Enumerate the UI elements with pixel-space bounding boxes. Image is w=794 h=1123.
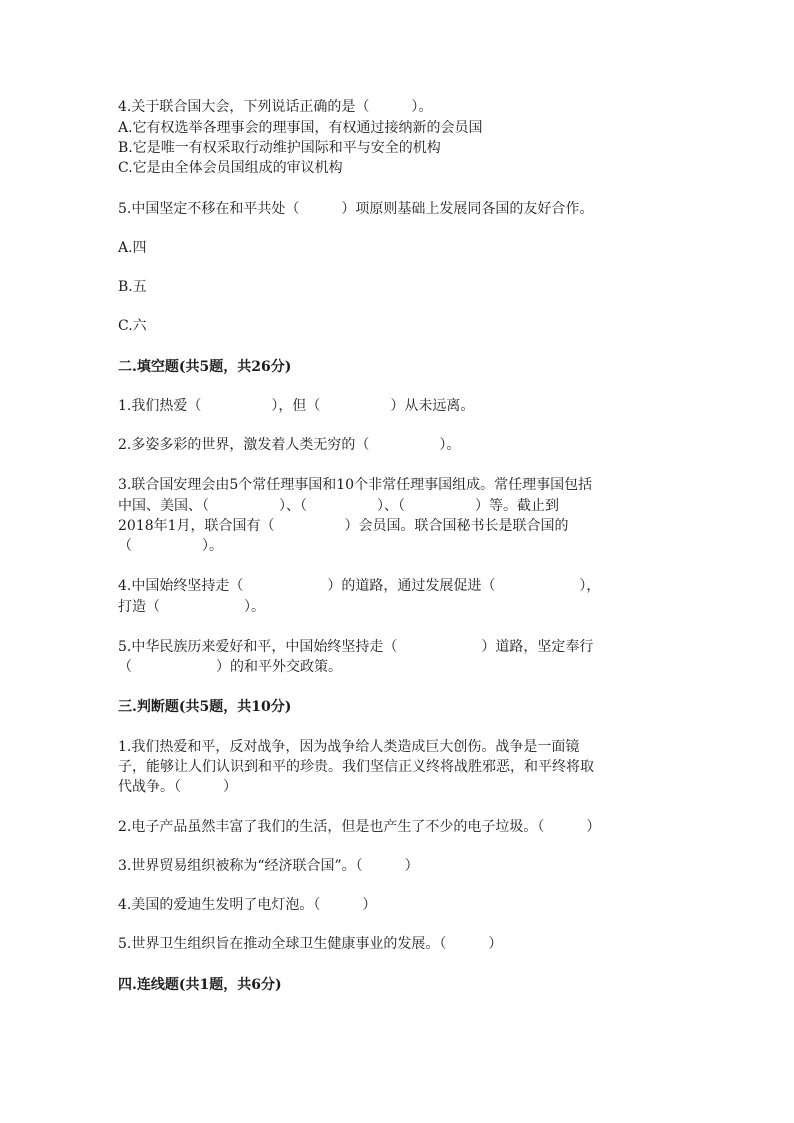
fill-q1: 1.我们热爱（ ），但（ ）从未远离。 xyxy=(118,398,475,414)
judge-q3: 3.世界贸易组织被称为“经济联合国”。（ ） xyxy=(118,858,419,874)
fill-q5-line1: 5.中华民族历来爱好和平，中国始终坚持走（ ）道路，坚定奉行 xyxy=(118,639,594,655)
mc-q4-option-c: C.它是由全体会员国组成的审议机构 xyxy=(118,160,343,176)
fill-q3-line2: 中国、美国、（ ）、（ ）、（ ）等。截止到 xyxy=(118,498,559,514)
mc-q5-option-c: C.六 xyxy=(118,318,147,334)
judge-section-heading: 三.判断题(共5题，共10分) xyxy=(118,699,292,715)
judge-q5: 5.世界卫生组织旨在推动全球卫生健康事业的发展。（ ） xyxy=(118,936,503,952)
judge-q1-line2: 子，能够让人们认识到和平的珍贵。我们坚信正义终将战胜邪恶，和平终将取 xyxy=(118,759,594,775)
mc-q4-option-a: A.它有权选举各理事会的理事国，有权通过接纳新的会员国 xyxy=(118,120,483,136)
fill-q5-line2: （ ）的和平外交政策。 xyxy=(118,659,342,675)
judge-q1-line3: 代战争。（ ） xyxy=(118,779,237,795)
mc-q5-stem: 5.中国坚定不移在和平共处（ ）项原则基础上发展同各国的友好合作。 xyxy=(118,201,594,217)
match-section-heading: 四.连线题(共1题，共6分) xyxy=(118,977,282,993)
fill-q4-line2: 打造（ ）。 xyxy=(118,599,265,615)
fill-q3-line3: 2018年1月，联合国有（ ）会员国。联合国秘书长是联合国的 xyxy=(118,518,569,534)
mc-q5-option-a: A.四 xyxy=(118,240,147,256)
judge-q4: 4.美国的爱迪生发明了电灯泡。（ ） xyxy=(118,897,377,913)
mc-q4-option-b: B.它是唯一有权采取行动维护国际和平与安全的机构 xyxy=(118,140,441,156)
mc-q4-stem: 4.关于联合国大会，下列说话正确的是（ ）。 xyxy=(118,99,433,115)
fill-q3-line4: （ ）。 xyxy=(118,538,223,554)
mc-q5-option-b: B.五 xyxy=(118,279,147,295)
judge-q1-line1: 1.我们热爱和平，反对战争，因为战争给人类造成巨大创伤。战争是一面镜 xyxy=(118,739,580,755)
fill-q3-line1: 3.联合国安理会由5个常任理事国和10个非常任理事国组成。常任理事国包括 xyxy=(118,477,593,493)
fill-section-heading: 二.填空题(共5题，共26分) xyxy=(118,359,292,375)
fill-q4-line1: 4.中国始终坚持走（ ）的道路，通过发展促进（ ）， xyxy=(118,578,601,594)
judge-q2: 2.电子产品虽然丰富了我们的生活，但是也产生了不少的电子垃圾。（ ） xyxy=(118,819,601,835)
fill-q2: 2.多姿多彩的世界，激发着人类无穷的（ ）。 xyxy=(118,437,461,453)
